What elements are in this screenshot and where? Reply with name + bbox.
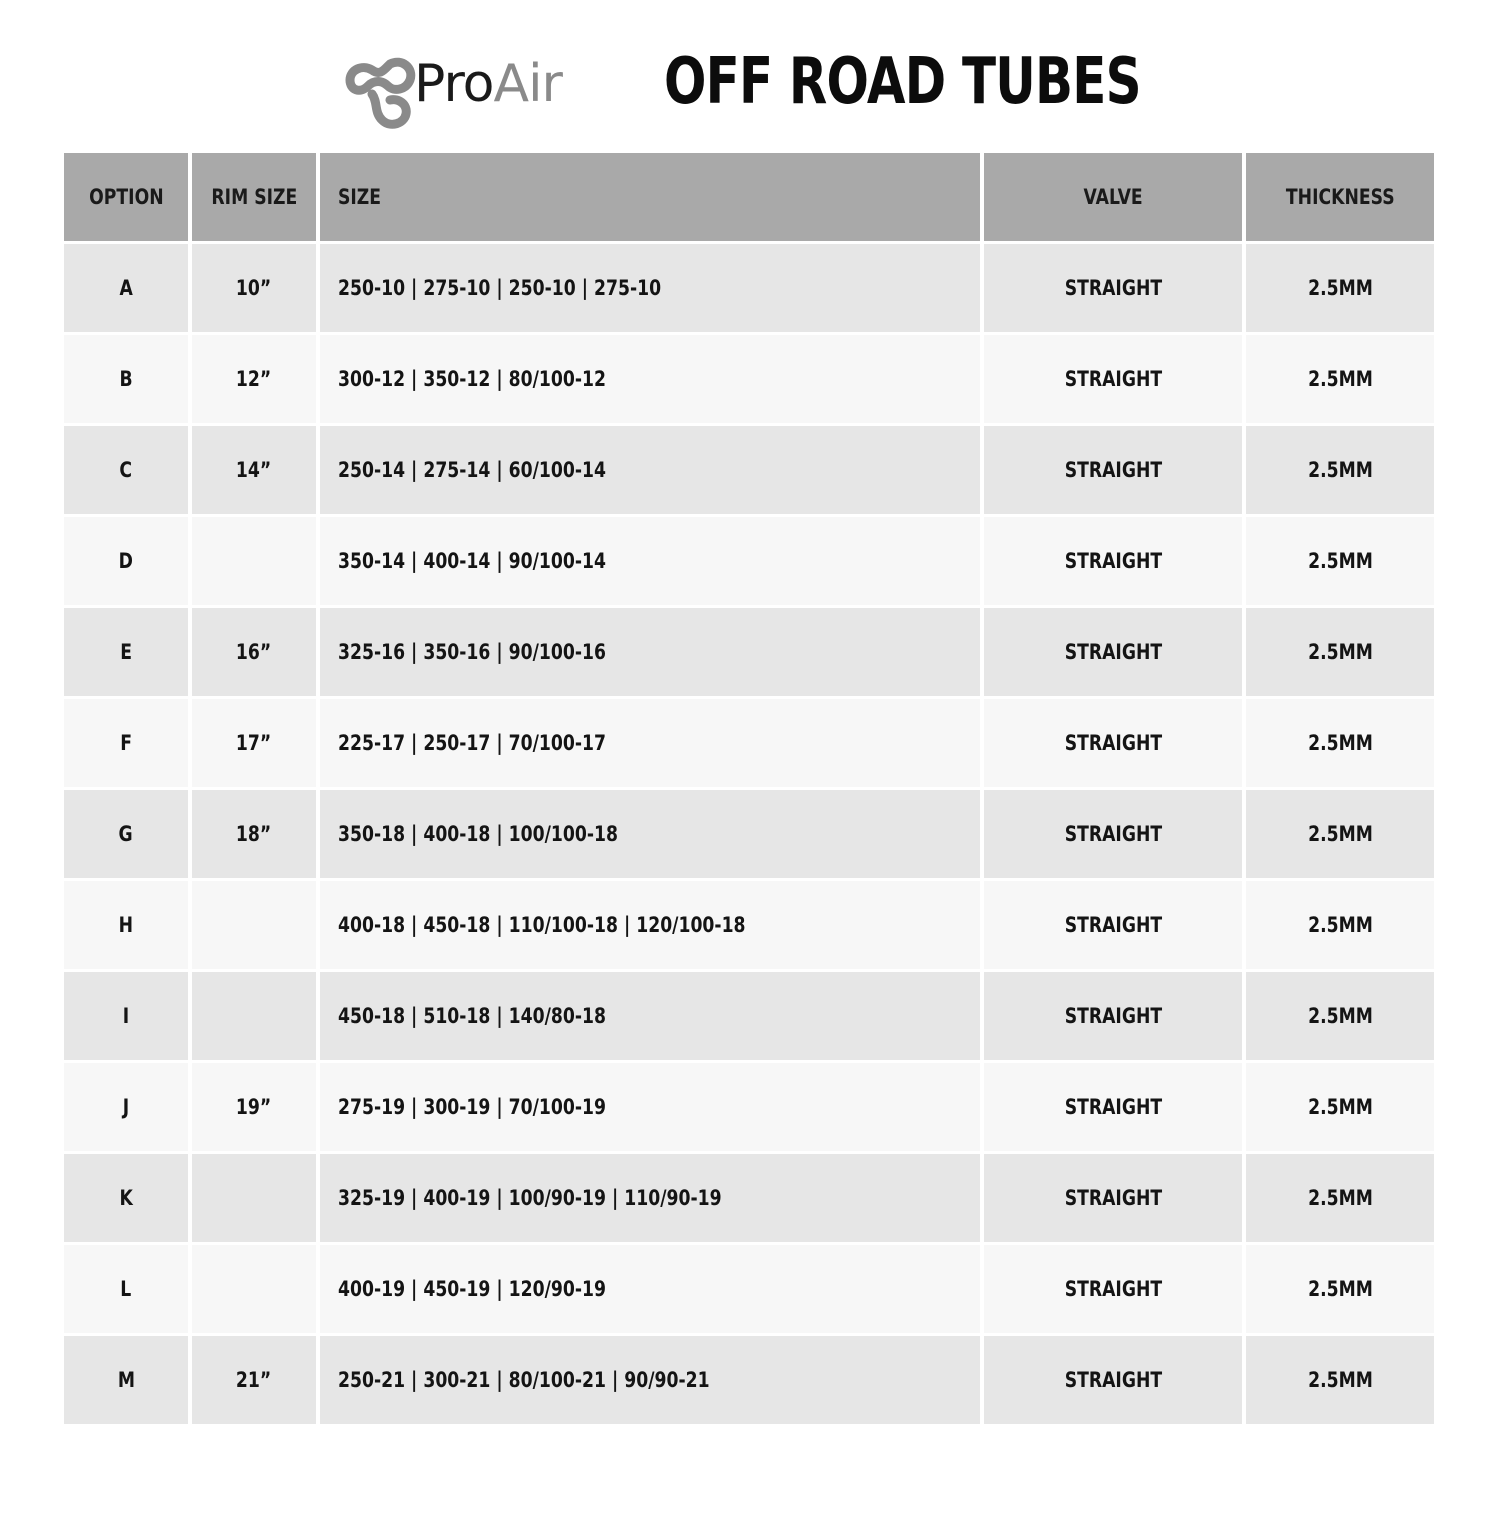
column-header-option: OPTION — [64, 153, 188, 241]
cell-rim-size — [192, 1154, 316, 1242]
table-row — [64, 335, 1434, 423]
cell-thickness: 2.5MM — [1246, 1154, 1434, 1242]
table-row — [64, 608, 1434, 696]
table-row — [64, 1336, 1434, 1424]
cell-valve: STRAIGHT — [984, 1336, 1242, 1424]
cell-rim-size: 21” — [192, 1336, 316, 1424]
cell-size: 400-19 | 450-19 | 120/90-19 — [320, 1245, 980, 1333]
cell-size: 275-19 | 300-19 | 70/100-19 — [320, 1063, 980, 1151]
cell-thickness: 2.5MM — [1246, 881, 1434, 969]
cell-rim-size: 17” — [192, 699, 316, 787]
table-header-row — [64, 153, 1434, 241]
cell-option: L — [64, 1245, 188, 1333]
column-header-rim-size: RIM SIZE — [192, 153, 316, 241]
brand-logo — [344, 50, 644, 132]
cell-valve: STRAIGHT — [984, 608, 1242, 696]
cell-rim-size: 10” — [192, 244, 316, 332]
cell-option: H — [64, 881, 188, 969]
cell-option: G — [64, 790, 188, 878]
cell-size: 300-12 | 350-12 | 80/100-12 — [320, 335, 980, 423]
tube-spec-table — [60, 150, 1438, 1427]
cell-size: 350-14 | 400-14 | 90/100-14 — [320, 517, 980, 605]
cell-valve: STRAIGHT — [984, 244, 1242, 332]
cell-thickness: 2.5MM — [1246, 426, 1434, 514]
table-row — [64, 881, 1434, 969]
table-row — [64, 972, 1434, 1060]
page-header — [0, 0, 1502, 150]
cell-size: 250-21 | 300-21 | 80/100-21 | 90/90-21 — [320, 1336, 980, 1424]
cell-size: 250-10 | 275-10 | 250-10 | 275-10 — [320, 244, 980, 332]
logo-text-dark: Pro — [414, 54, 494, 114]
cell-option: M — [64, 1336, 188, 1424]
cell-thickness: 2.5MM — [1246, 1063, 1434, 1151]
cell-valve: STRAIGHT — [984, 517, 1242, 605]
cell-valve: STRAIGHT — [984, 335, 1242, 423]
cell-valve: STRAIGHT — [984, 1063, 1242, 1151]
cell-rim-size: 16” — [192, 608, 316, 696]
table-row — [64, 426, 1434, 514]
cell-thickness: 2.5MM — [1246, 517, 1434, 605]
cell-thickness: 2.5MM — [1246, 972, 1434, 1060]
cell-rim-size — [192, 517, 316, 605]
cell-rim-size — [192, 972, 316, 1060]
cell-size: 450-18 | 510-18 | 140/80-18 — [320, 972, 980, 1060]
column-header-valve: VALVE — [984, 153, 1242, 241]
cell-valve: STRAIGHT — [984, 972, 1242, 1060]
cell-size: 250-14 | 275-14 | 60/100-14 — [320, 426, 980, 514]
cell-thickness: 2.5MM — [1246, 335, 1434, 423]
cell-option: C — [64, 426, 188, 514]
cell-size: 225-17 | 250-17 | 70/100-17 — [320, 699, 980, 787]
cell-rim-size: 18” — [192, 790, 316, 878]
cell-valve: STRAIGHT — [984, 790, 1242, 878]
cell-option: J — [64, 1063, 188, 1151]
table-row — [64, 1245, 1434, 1333]
cell-thickness: 2.5MM — [1246, 244, 1434, 332]
table-row — [64, 1063, 1434, 1151]
cell-thickness: 2.5MM — [1246, 1336, 1434, 1424]
column-header-size: SIZE — [320, 153, 980, 241]
cell-rim-size: 12” — [192, 335, 316, 423]
cell-thickness: 2.5MM — [1246, 1245, 1434, 1333]
cell-valve: STRAIGHT — [984, 699, 1242, 787]
cell-size: 350-18 | 400-18 | 100/100-18 — [320, 790, 980, 878]
cell-option: B — [64, 335, 188, 423]
cell-size: 400-18 | 450-18 | 110/100-18 | 120/100-18 — [320, 881, 980, 969]
table-row — [64, 1154, 1434, 1242]
cell-rim-size: 19” — [192, 1063, 316, 1151]
cell-option: F — [64, 699, 188, 787]
cell-option: K — [64, 1154, 188, 1242]
cell-thickness: 2.5MM — [1246, 699, 1434, 787]
cell-size: 325-19 | 400-19 | 100/90-19 | 110/90-19 — [320, 1154, 980, 1242]
cell-rim-size — [192, 881, 316, 969]
cell-valve: STRAIGHT — [984, 1154, 1242, 1242]
cell-thickness: 2.5MM — [1246, 608, 1434, 696]
table-row — [64, 790, 1434, 878]
logo-emblem-icon — [344, 50, 416, 132]
cell-size: 325-16 | 350-16 | 90/100-16 — [320, 608, 980, 696]
cell-rim-size — [192, 1245, 316, 1333]
cell-valve: STRAIGHT — [984, 881, 1242, 969]
logo-text-light: Air — [493, 54, 562, 114]
cell-thickness: 2.5MM — [1246, 790, 1434, 878]
cell-option: E — [64, 608, 188, 696]
table-row — [64, 517, 1434, 605]
cell-valve: STRAIGHT — [984, 426, 1242, 514]
cell-valve: STRAIGHT — [984, 1245, 1242, 1333]
logo-wordmark — [414, 54, 562, 114]
table-row — [64, 699, 1434, 787]
cell-option: I — [64, 972, 188, 1060]
cell-option: A — [64, 244, 188, 332]
cell-option: D — [64, 517, 188, 605]
column-header-thickness: THICKNESS — [1246, 153, 1434, 241]
table-row — [64, 244, 1434, 332]
page-title: OFF ROAD TUBES — [664, 45, 1141, 119]
cell-rim-size: 14” — [192, 426, 316, 514]
